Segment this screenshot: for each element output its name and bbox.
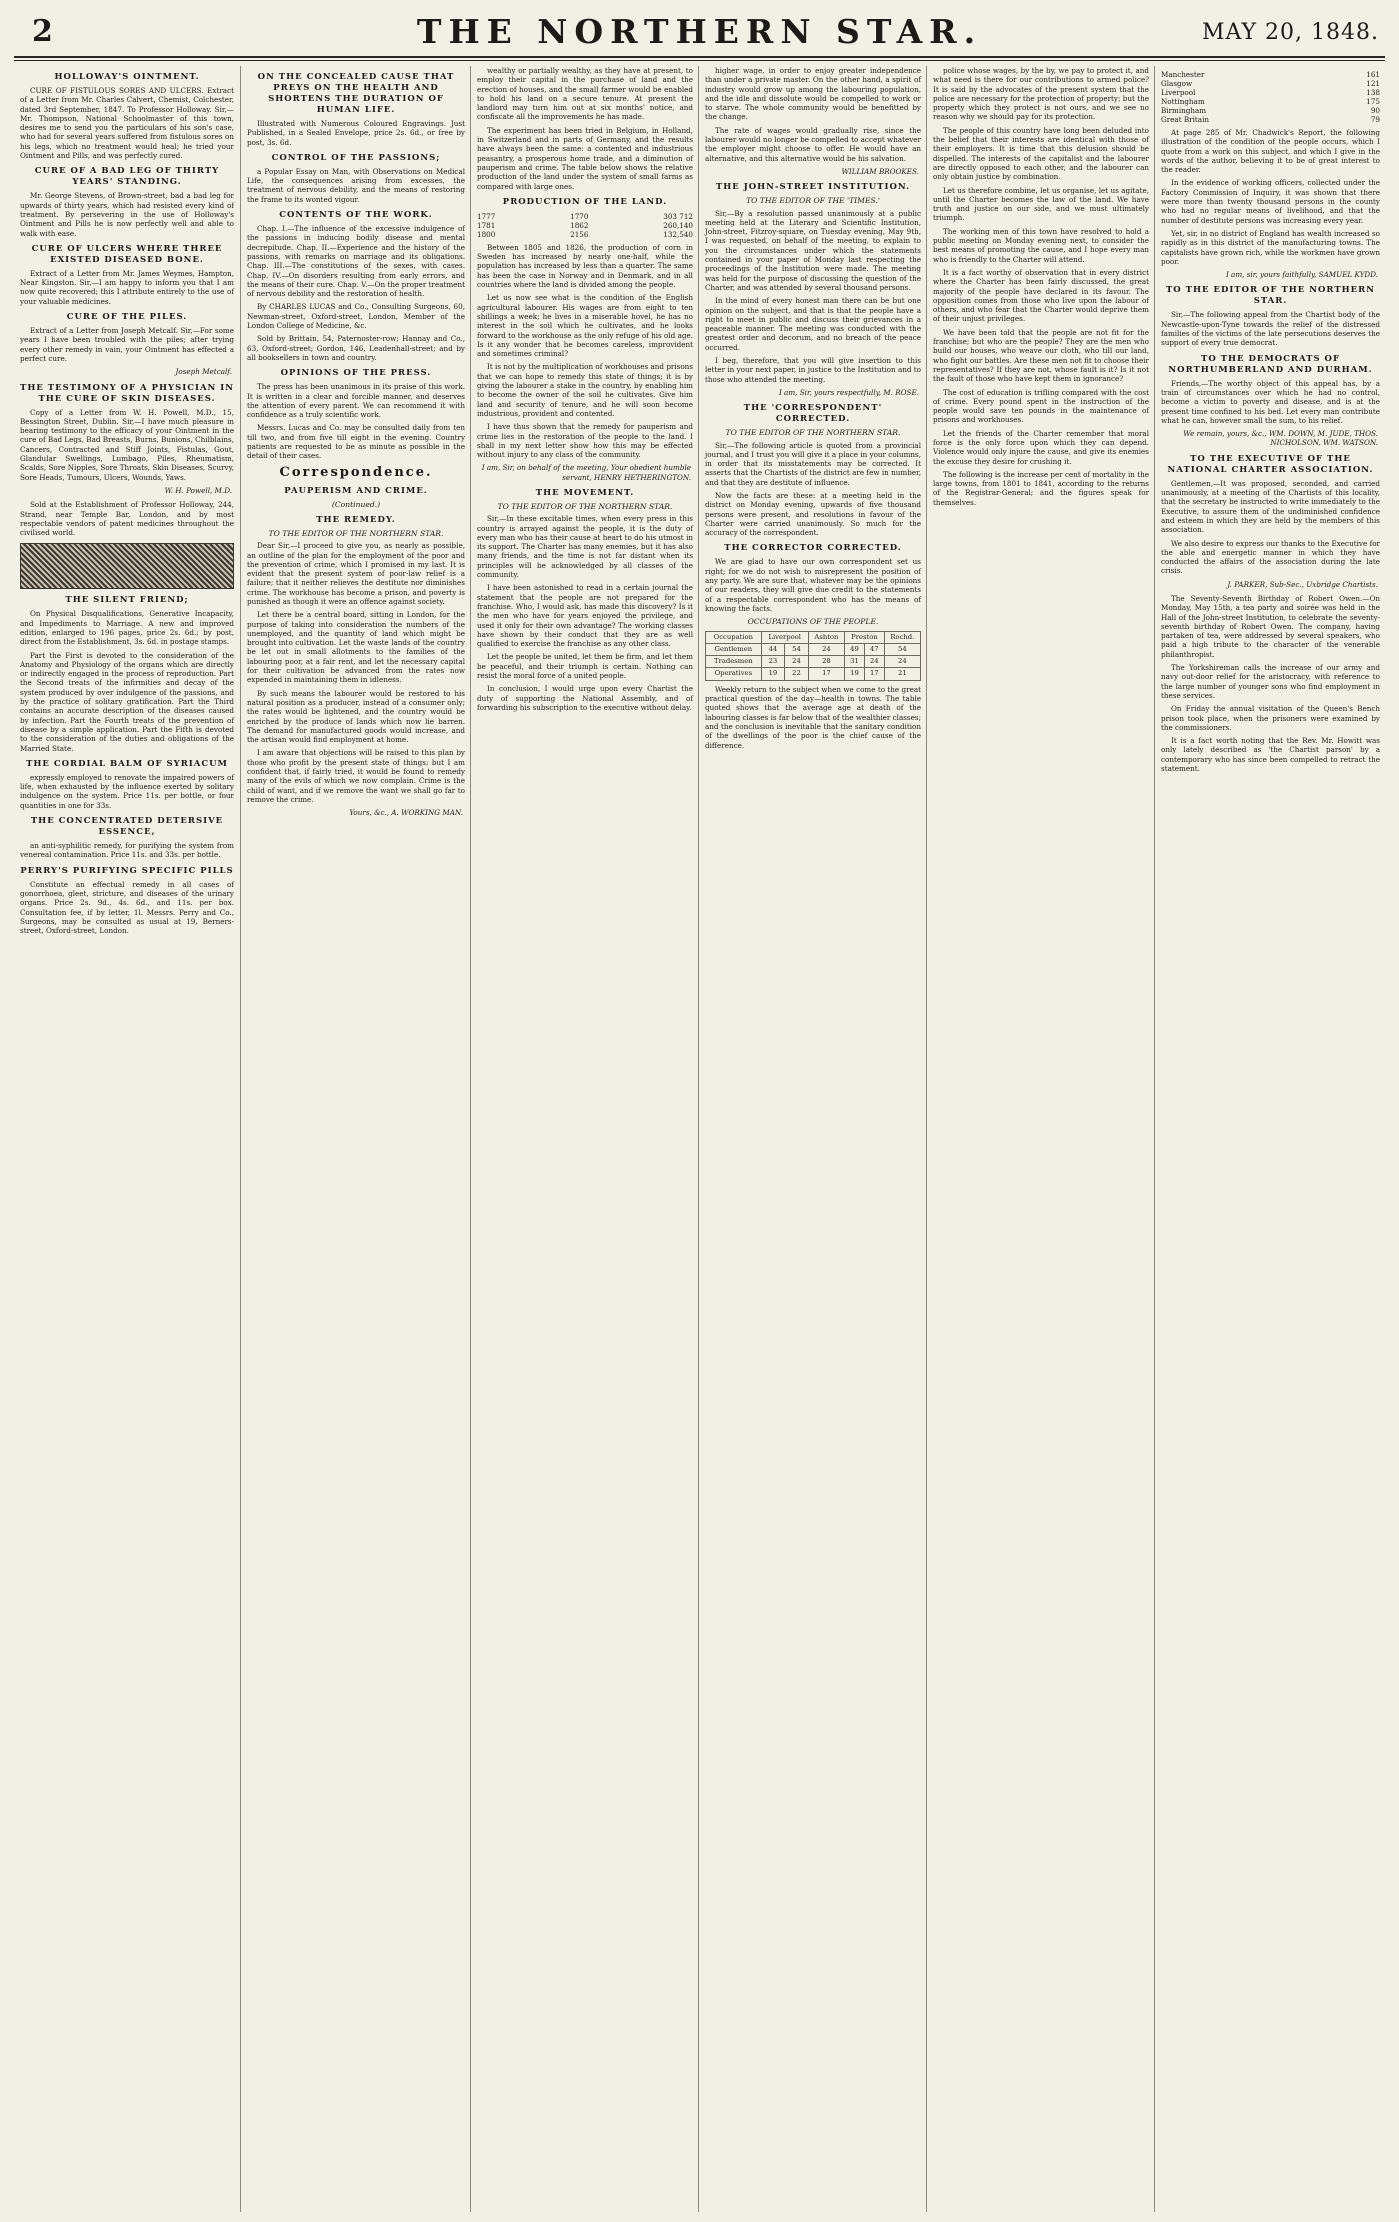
- advert-text: Sold by Brittain, 54, Paternoster-row; Hannay and Co., 63, Oxford-street; Gordon, 146, Leadenhall-street; and by all booksellers in town and country.: [247, 334, 465, 362]
- article-text: higher wage, in order to enjoy greater independence than under a private master. On the other hand, a spirit of industry would grow up among the labouring population, and the idle and dissolute would be compelled to work or to starve. The whole community would be benefitted by the change.: [705, 66, 921, 122]
- advert-heading: HOLLOWAY'S OINTMENT.: [54, 72, 200, 82]
- stats-row: 1800 2156 132,540: [477, 229, 693, 239]
- advert-subheading: CURE OF A BAD LEG OF THIRTY YEARS' STANDING.: [34, 166, 220, 188]
- article-text: Let us now see what is the condition of the English agricultural labourer. His wages are from eight to ten shillings a week; he lives in a miserable hovel, he has no interest in the soil which he cultivates, and he looks forward to the workhouse as the only refuge of his old age. Is it any wonder that he becomes careless, improvident and sometimes criminal?: [477, 293, 693, 359]
- article-text: Let the people be united, let them be firm, and let them be peaceful, and their triumph is certain. Nothing can resist the moral force of a united people.: [477, 652, 693, 681]
- signature: I am, sir, yours faithfully, SAMUEL KYDD.: [1225, 270, 1378, 280]
- column-2: [240, 66, 471, 2212]
- article-text: Let us therefore combine, let us organise, let us agitate, until the Charter becomes the law of the land. We have truth and justice on our side, and we must ultimately triumph.: [933, 185, 1149, 223]
- advert-heading: ON THE CONCEALED CAUSE THAT PREYS ON THE HEALTH AND SHORTENS THE DURATION OF HUMAN LIFE.: [257, 72, 455, 115]
- article-text: Weekly return to the subject when we come to the great practical question of the day—health in towns. The table quoted shows that the average age at death of the labouring classes is far below that of the wealthier classes; and the conclusion is inevitable that the sanitary condition of the dwellings of the poor is the chief cause of the difference.: [705, 684, 921, 750]
- article-text: The working men of this town have resolved to hold a public meeting on Monday evening next, to consider the best means of promoting the cause, and I hope every man who is friendly to the Charter will attend.: [933, 226, 1149, 264]
- masthead-rule-thin: [14, 60, 1385, 61]
- article-text: Yet, sir, in no district of England has wealth increased so rapidly as in this district of the manufacturing towns. The capitalists have grown rich, while the workmen have grown poor.: [1161, 228, 1380, 266]
- advert-text: Chap. I.—The influence of the excessive indulgence of the passions in inducing bodily disease and mental decrepitude. Chap. II.—Experience and the history of the passions, with remarks on marriage and its obligations. Chap. III.—The constitutions of the sexes, with cases. Chap. IV.—On disorders resulting from early errors, and the means of their cure. Chap. V.—On the proper treatment of nervous debility and the restoration of health.: [247, 224, 465, 299]
- article-heading: THE JOHN-STREET INSTITUTION.: [715, 182, 911, 193]
- column-4: [698, 66, 927, 2212]
- advert-subheading: CURE OF ULCERS WHERE THREE EXISTED DISEASED BONE.: [31, 243, 223, 265]
- article-text: Friends,—The worthy object of this appeal has, by a train of circumstances over which he had no control, become a victim to poverty and disease, and is at the present time confined to his bed. Let every man contribute what he can, however small the sum, to his relief.: [1161, 378, 1380, 425]
- column-6: [1154, 66, 1386, 2212]
- advert-text: Mr. George Stevens, of Brown-street, bad a bad leg for upwards of thirty years, which had resisted every kind of treatment. By persevering in the use of Holloway's Ointment and Pills he is now perfectly well and able to walk with ease.: [20, 191, 234, 238]
- page-columns: [14, 66, 1385, 2212]
- stats-row: Manchester 161: [1161, 70, 1380, 79]
- article-text: It is a fact worthy of observation that in every district where the Charter has been fairly discussed, the great majority of the people have declared in its favour. The opposition comes from those who live upon the labour of others, and who fear that the Charter would deprive them of their unjust privileges.: [933, 267, 1149, 324]
- advert-subheading: CONTROL OF THE PASSIONS;: [271, 152, 441, 163]
- stats-row: Nottingham 175: [1161, 97, 1380, 106]
- article-text: We have been told that the people are not fit for the franchise; but who are the people? They are the men who build our houses, who weave our cloth, who till our land, who fight our battles. Are these men not fit to choose their representatives? If they are not, whose fault is it? Is it not the fault of those who have kept them in ignorance?: [933, 327, 1149, 384]
- signature: We remain, yours, &c., WM. DOWN, M. JUDE, THOS. NICHOLSON, WM. WATSON.: [1183, 429, 1378, 448]
- advert-heading: THE SILENT FRIEND;: [65, 595, 189, 606]
- occupations-table: [705, 631, 921, 681]
- article-text: Sir,—In these excitable times, when every press in this country is arrayed against the people, it is the duty of every man who has their cause at heart to do his utmost in its support. The Charter has many enemies, but it has also many friends, and the time is not far distant when its principles will be acknowledged by all classes of the community.: [477, 514, 693, 580]
- table-row: Tradesmen 23 24 28 31 24 24: [706, 656, 921, 668]
- advert-text: Messrs. Lucas and Co. may be consulted daily from ten till two, and from five till eight in the evening. Country patients are requested to be as minute as possible in the detail of their cases.: [247, 423, 465, 461]
- advert-text: By CHARLES LUCAS and Co., Consulting Surgeons, 60, Newman-street, Oxford-street, London, Member of the London College of Medicine, &c.: [247, 302, 465, 331]
- news-paragraph: It is a fact worth noting that the Rev. Mr. Howitt was only lately described as 'the Chartist parson' by a contemporary who has since been compelled to retract the statement.: [1161, 736, 1380, 774]
- table-row: Operatives 19 22 17 19 17 21: [706, 668, 921, 680]
- signature: W. H. Powell, M.D.: [164, 485, 232, 495]
- article-subheading: TO THE EDITOR OF THE NORTHERN STAR.: [268, 528, 444, 538]
- masthead: [14, 8, 1385, 54]
- advert-text: Copy of a Letter from W. H. Powell, M.D., 15, Bessington Street, Dublin. Sir,—I have much pleasure in bearing testimony to the efficacy of your Ointment in the cure of Bad Legs, Bad Breasts, Burns, Bunions, Chilblains, Cancers, Contracted and Stiff Joints, Fistulas, Gout, Glandular Swellings, Lumbago, Piles, Rheumatism, Scalds, Sore Nipples, Sore Throats, Skin Diseases, Scurvy, Sore Heads, Tumours, Ulcers, Wounds, Yaws.: [20, 407, 234, 482]
- article-text: The experiment has been tried in Belgium, in Holland, in Switzerland and in parts of Germany, and the results have always been the same: a contented and industrious peasantry, a prosperous home trade, and a diminution of pauperism and crime. The table below shows the relative production of the land under the system of small farms as compared with large ones.: [477, 125, 693, 191]
- stats-row: Great Britain 79: [1161, 115, 1380, 124]
- article-subheading: (Continued.): [331, 499, 381, 509]
- woodcut-illustration: [20, 543, 234, 589]
- article-text: Sir,—By a resolution passed unanimously at a public meeting held at the Literary and Scientific Institution, John-street, Fitzroy-square, on Tuesday evening, May 9th, I was requested, on behalf of the meeting, to explain to you the circumstances under which the statements contained in your paper of Monday last respecting the proceedings of the Institution were made. The meeting was held for the purpose of discussing the question of the Charter, and was attended by several thousand persons.: [705, 208, 921, 292]
- advert-text: an anti-syphilitic remedy, for purifying the system from venereal contamination. Price 11s. and 33s. per bottle.: [20, 841, 234, 860]
- article-text: It is not by the multiplication of workhouses and prisons that we can hope to remedy this state of things; it is by giving the labourer a stake in the country, by enabling him to become the owner of the soil he cultivates. Give him land and security of tenure, and he will soon become industrious, provident and contented.: [477, 362, 693, 418]
- article-text: The rate of wages would gradually rise, since the labourer would no longer be compelled to accept whatever the employer might choose to offer. He would have an alternative, and this alternative would be his salvation.: [705, 125, 921, 163]
- article-text: The following is the increase per cent of mortality in the large towns, from 1801 to 1841, according to the returns of the Registrar-General; and the figures speak for themselves.: [933, 469, 1149, 507]
- article-text: At page 285 of Mr. Chadwick's Report, the following illustration of the condition of the people occurs, which I quote from a work on this subject, and which I give in the words of the author, believing it to be of great interest to the reader.: [1161, 128, 1380, 175]
- article-heading: TO THE EXECUTIVE OF THE NATIONAL CHARTER ASSOCIATION.: [1167, 453, 1374, 475]
- production-stats: [477, 212, 693, 239]
- column-1: [14, 66, 240, 2212]
- mortality-stats: [1161, 70, 1380, 124]
- article-text: We are glad to have our own correspondent set us right; for we do not wish to misrepresent the position of any party. We are sure that, whatever may be the opinions of our readers, they will give due credit to the statements of a respectable correspondent who has the means of knowing the facts.: [705, 557, 921, 613]
- article-text: Now the facts are these: at a meeting held in the district on Monday evening, upwards of five thousand persons were present, and resolutions in favour of the Charter were carried unanimously. So much for the accuracy of the correspondent.: [705, 490, 921, 538]
- advert-subheading: THE CONCENTRATED DETERSIVE ESSENCE,: [30, 816, 224, 838]
- article-text: The people of this country have long been deluded into the belief that their interests are identical with those of their employers. It is time that this delusion should be dispelled. The interests of the capitalist and the labourer are directly opposed to each other, and the labourer can only obtain justice by combination.: [933, 125, 1149, 182]
- article-subheading: TO THE EDITOR OF THE 'TIMES.': [746, 196, 880, 206]
- table-caption: OCCUPATIONS OF THE PEOPLE.: [747, 617, 879, 627]
- article-text: We also desire to express our thanks to the Executive for the able and energetic manner in which they have conducted the affairs of the association during the late crisis.: [1161, 538, 1380, 576]
- article-heading: TO THE EDITOR OF THE NORTHERN STAR.: [1165, 285, 1375, 307]
- advert-text: Sold at the Establishment of Professor Holloway, 244, Strand, near Temple Bar, London, and by most respectable vendors of patent medicines throughout the civilised world.: [20, 500, 234, 538]
- advert-subheading: PERRY'S PURIFYING SPECIFIC PILLS: [20, 865, 234, 876]
- advert-subheading: OPINIONS OF THE PRESS.: [280, 368, 432, 379]
- news-paragraph: On Friday the annual visitation of the Queen's Bench prison took place, when the prisoners were examined by the commissioners.: [1161, 704, 1380, 732]
- article-text: By such means the labourer would be restored to his natural position as a producer, instead of a consumer only; the rates would be lightened, and the country would be enriched by the produce of lands which now lie barren. The demand for manufactured goods would increase, and the artisan would find employment at home.: [247, 688, 465, 745]
- article-text: Gentlemen,—It was proposed, seconded, and carried unanimously, at a meeting of the Chartists of this locality, that the secretary be instructed to write immediately to the Executive, to assure them of the undiminished confidence and esteem in which they are held by the members of this association.: [1161, 478, 1380, 535]
- article-text: I have thus shown that the remedy for pauperism and crime lies in the restoration of the people to the land. I shall in my next letter show how this may be effected without injury to any class of the community.: [477, 422, 693, 460]
- article-text: Sir,—The following article is quoted from a provincial journal, and I trust you will give it a place in your columns, in order that its misstatements may be corrected. It asserts that the Chartists of the district are few in number, and that they are destitute of influence.: [705, 440, 921, 487]
- stats-row: Glasgow 121: [1161, 79, 1380, 88]
- article-text: I have been astonished to read in a certain journal the statement that the people are not prepared for the franchise. Who, I would ask, has made this discovery? Is it the men who have for years enjoyed the privilege, and used it only for their own advantage? The working classes have shown by their conduct that they are as well qualified to exercise the franchise as any other class.: [477, 583, 693, 649]
- signature: I am, Sir, on behalf of the meeting, Your obedient humble servant, HENRY HETHERINGTON.: [481, 463, 691, 482]
- stats-row: 1777 1770 303 712: [477, 211, 693, 221]
- advert-subheading: CURE OF THE PILES.: [66, 312, 188, 323]
- advert-text: a Popular Essay on Man, with Observations on Medical Life, the consequences arising from excesses, the treatment of nervous debility, and the means of restoring the frame to its wonted vigour.: [247, 166, 465, 204]
- signature: I am, Sir, yours respectfully, M. ROSE.: [778, 387, 919, 397]
- advert-text: On Physical Disqualifications, Generative Incapacity, and Impediments to Marriage. A new and improved edition, enlarged to 196 pages, price 2s. 6d.; by post, direct from the Establishment, 3s. 6d. in postage stamps.: [20, 609, 234, 647]
- section-heading-correspondence: Correspondence.: [279, 464, 433, 480]
- article-text: Dear Sir,—I proceed to give you, as nearly as possible, an outline of the plan for the employment of the poor and the prevention of crime, which I promised in my last. It is evident that the present system of poor-law relief is a failure; that it neither relieves the destitute nor diminishes crime. The workhouse has become a prison, and poverty is punished as though it were an offence against society.: [247, 541, 465, 606]
- advert-text: expressly employed to renovate the impaired powers of life, when exhausted by the influence exerted by solitary indulgence on the system. Price 11s. per bottle, or four quantities in one for 33s.: [20, 772, 234, 810]
- stats-row: 1781 1862 260,140: [477, 220, 693, 230]
- signature: Joseph Metcalf.: [175, 367, 232, 377]
- news-paragraph: The Yorkshireman calls the increase of our army and navy out-door relief for the aristocracy, with reference to the large number of younger sons who find employment in these services.: [1161, 663, 1380, 700]
- table-row: Gentlemen 44 54 24 49 47 54: [706, 643, 921, 655]
- advert-subheading: THE TESTIMONY OF A PHYSICIAN IN THE CURE OF SKIN DISEASES.: [20, 382, 235, 404]
- article-subheading: TO THE EDITOR OF THE NORTHERN STAR.: [497, 501, 673, 511]
- article-text: The cost of education is trifling compared with the cost of crime. Every pound spent in the instruction of the people would save ten pounds in the maintenance of prisons and workhouses.: [933, 387, 1149, 425]
- signature: WILLIAM BROOKES.: [841, 166, 919, 176]
- article-text: I beg, therefore, that you will give insertion to this letter in your next paper, in justice to the Institution and to those who attended the meeting.: [705, 356, 921, 384]
- article-text: police whose wages, by the by, we pay to protect it, and what need is there for our contributions to armed police? It is said by the advocates of the present system that the police are necessary for the protection of property; but the property which they protect is not ours, and we see no reason why we should pay for its protection.: [933, 66, 1149, 122]
- article-heading: TO THE DEMOCRATS OF NORTHUMBERLAND AND DURHAM.: [1168, 353, 1373, 375]
- column-5: [926, 66, 1155, 2212]
- signature: Yours, &c., A. WORKING MAN.: [349, 808, 463, 818]
- newspaper-title: THE NORTHERN STAR.: [416, 12, 983, 51]
- table-header-row: Occupation Liverpool Ashton Preston Rochd.: [706, 631, 921, 643]
- signature: J. PARKER, Sub-Sec., Uxbridge Chartists.: [1227, 579, 1378, 589]
- article-heading: THE REMEDY.: [316, 514, 396, 525]
- page-number: 2: [32, 14, 53, 49]
- article-text: Between 1805 and 1826, the production of corn in Sweden has increased by nearly one-half, while the population has increased by less than a quarter. The same has been the case in Norway and in Denmark, and in all countries where the land is divided among the people.: [477, 242, 693, 290]
- article-text: In conclusion, I would urge upon every Chartist the duty of supporting the National Assembly, and of forwarding his subscription to the executive without delay.: [477, 684, 693, 712]
- advert-text: Extract of a Letter from Mr. James Weymes, Hampton, Near Kingston. Sir,—I am happy to inform you that I am now quite recovered; this I attribute entirely to the use of your valuable medicines.: [20, 268, 234, 306]
- stats-row: Birmingham 90: [1161, 106, 1380, 115]
- masthead-rule: [14, 56, 1385, 58]
- advert-text: The press has been unanimous in its praise of this work. It is written in a clear and forcible manner, and deserves the attention of every parent. We can recommend it with confidence as a truly scientific work.: [247, 382, 465, 420]
- article-text: I am aware that objections will be raised to this plan by those who profit by the present state of things; but I am confident that, if fairly tried, it would be found to remedy many of the evils of which we now complain. Crime is the child of want, and if we remove the want we shall go far to remove the crime.: [247, 748, 465, 804]
- advert-text: CURE OF FISTULOUS SORES AND ULCERS. Extract of a Letter from Mr. Charles Calvert, Chemist, Colchester, dated 3rd September, 1847. To Professor Holloway. Sir,—Mr. Thompson, National Schoolmaster of this town, desires me to send you the particulars of his son's case, who had for several years suffered from fistulous sores on his legs, which no treatment would heal; he tried your Ointment and Pills, and was perfectly cured.: [20, 86, 234, 161]
- advert-text: Constitute an effectual remedy in all cases of gonorrhoea, gleet, stricture, and diseases of the urinary organs. Price 2s. 9d., 4s. 6d., and 11s. per box. Consultation fee, if by letter, 1l. Messrs. Perry and Co., Surgeons, may be consulted as usual at 19, Berners-street, Oxford-street, London.: [20, 879, 234, 936]
- stats-row: Liverpool 138: [1161, 88, 1380, 97]
- article-heading: PAUPERISM AND CRIME.: [284, 485, 428, 496]
- advert-subheading: THE CORDIAL BALM OF SYRIACUM: [26, 758, 228, 769]
- advert-text: Part the First is devoted to the consideration of the Anatomy and Physiology of the organs which are directly or indirectly engaged in the process of reproduction. Part the Second treats of the infirmities and decay of the system produced by over indulgence of the passions, and by the practice of solitary gratification. Part the Third contains an accurate description of the diseases caused by infection. Part the Fourth treats of the prevention of disease by a simple application. Part the Fifth is devoted to the consideration of the duties and obligations of the Married State.: [20, 650, 234, 753]
- article-text: Sir,—The following appeal from the Chartist body of the Newcastle-upon-Tyne towards the relief of the distressed families of the victims of the late persecutions deserves the support of every true democrat.: [1161, 310, 1380, 348]
- article-heading: THE MOVEMENT.: [535, 487, 635, 498]
- article-text: In the mind of every honest man there can be but one opinion on the subject, and that is that the people have a right to meet in public and discuss their grievances in a peaceable manner. The meeting was conducted with the greatest order and decorum, and no breach of the peace occurred.: [705, 296, 921, 352]
- article-heading: THE 'CORRESPONDENT' CORRECTED.: [743, 403, 883, 425]
- news-paragraph: The Seventy-Seventh Birthday of Robert Owen.—On Monday, May 15th, a tea party and soirée was held in the Hall of the John-street Institution, to celebrate the seventy-seventh birthday of Robert Owen. The company, having partaken of tea, were addressed by several speakers, who paid a high tribute to the character of the venerable philanthropist.: [1161, 593, 1380, 659]
- article-text: Let there be a central board, sitting in London, for the purpose of taking into consideration the numbers of the unemployed, and the quantity of land which might be brought into cultivation. Let the waste lands of the country be let out in small allotments to the families of the labouring poor, at a fair rent, and let the necessary capital for their cultivation be advanced from the rates now expended in maintaining them in idleness.: [247, 610, 465, 685]
- article-heading: THE CORRECTOR CORRECTED.: [724, 543, 902, 554]
- article-text: Let the friends of the Charter remember that moral force is the only force upon which they can depend. Violence would only injure the cause, and give its enemies the excuse they desire for crushing it.: [933, 428, 1149, 466]
- advert-subheading: CONTENTS OF THE WORK.: [279, 210, 433, 221]
- article-text: In the evidence of working officers, collected under the Factory Commission of Inquiry, it was shown that there were more than twenty thousand persons in the county who had no regular means of livelihood, and that the number of destitute persons was increasing every year.: [1161, 178, 1380, 225]
- issue-date: MAY 20, 1848.: [1201, 20, 1379, 45]
- table-heading: PRODUCTION OF THE LAND.: [502, 196, 668, 207]
- advert-text: Extract of a Letter from Joseph Metcalf. Sir,—For some years I have been troubled with the piles; after trying every other remedy in vain, your Ointment has effected a perfect cure.: [20, 326, 234, 363]
- column-3: [470, 66, 699, 2212]
- advert-text: Illustrated with Numerous Coloured Engravings. Just Published, in a Sealed Envelope, price 2s. 6d., or free by post, 3s. 6d.: [247, 119, 465, 147]
- article-text: wealthy or partially wealthy, as they have at present, to employ their capital in the purchase of land and the erection of houses, and the small farmer would be enabled to hold his land on a secure tenure. At present the landlord may turn him out at six months' notice, and confiscate all the improvements he has made.: [477, 66, 693, 122]
- article-subheading: TO THE EDITOR OF THE NORTHERN STAR.: [725, 428, 901, 438]
